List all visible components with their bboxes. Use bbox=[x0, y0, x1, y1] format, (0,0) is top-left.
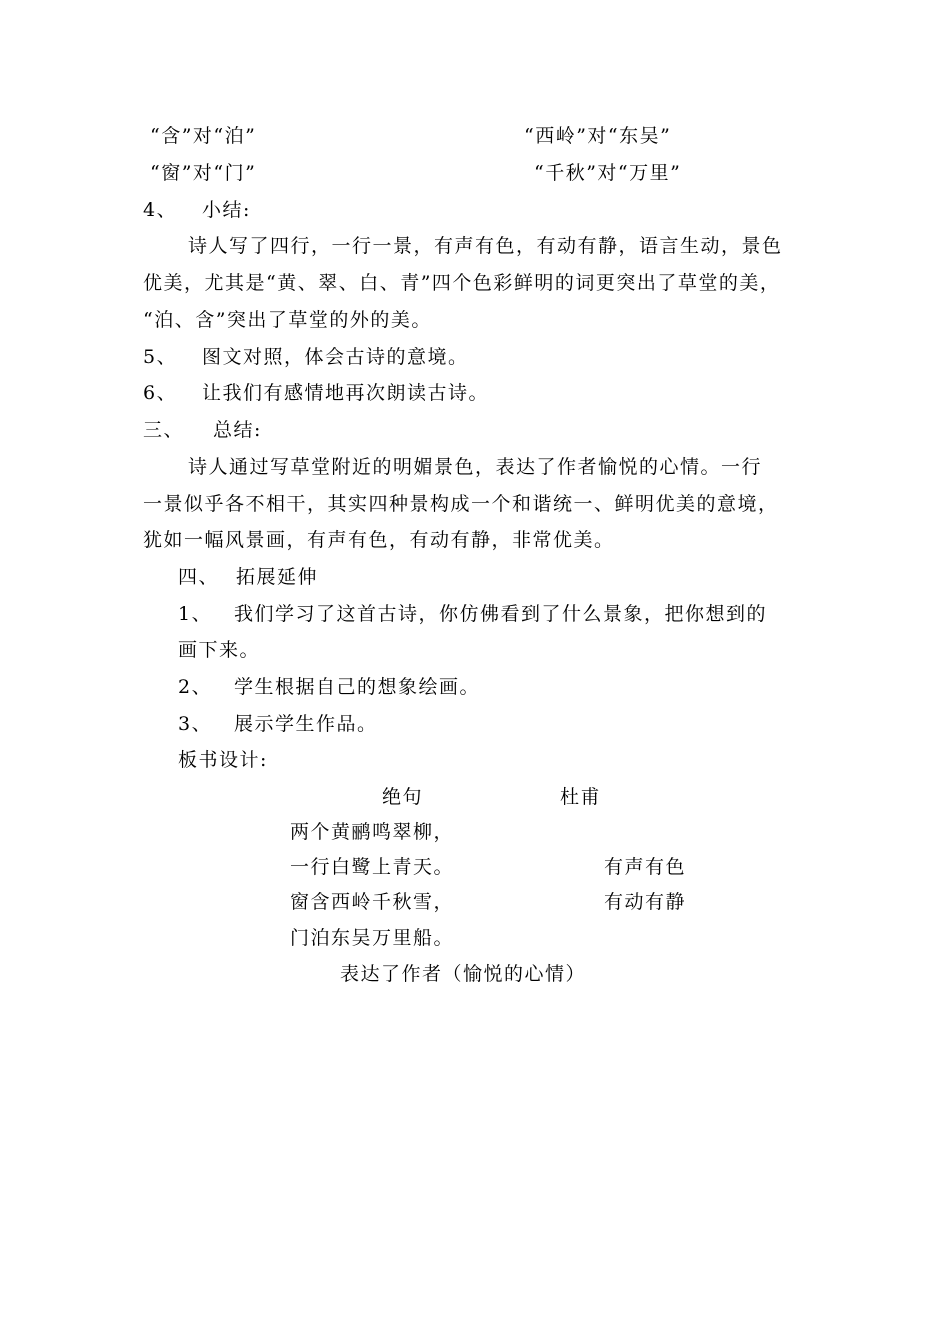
board-poem-line-4: 门泊东吴万里船。 bbox=[290, 927, 455, 949]
board-poem-line-2: 一行白鹭上青天。 bbox=[290, 856, 455, 878]
section-6-number: 6、 bbox=[143, 382, 178, 404]
section-5-number: 5、 bbox=[143, 346, 178, 368]
board-author: 杜甫 bbox=[560, 786, 602, 808]
section-4-number: 4、 bbox=[143, 199, 178, 221]
summary-number: 三、 bbox=[143, 419, 185, 441]
extension-item-1-continuation: 画下来。 bbox=[178, 639, 261, 661]
summary-title: 总结: bbox=[213, 419, 262, 441]
section-4-line-1: 诗人写了四行，一行一景，有声有色，有动有静，语言生动，景色 bbox=[188, 235, 783, 257]
extension-item-3-text: 展示学生作品。 bbox=[234, 713, 378, 735]
board-conclusion: 表达了作者（愉悦的心情） bbox=[340, 963, 587, 985]
board-label: 板书设计: bbox=[178, 749, 268, 771]
board-note-2: 有动有静 bbox=[604, 891, 687, 913]
extension-number: 四、 bbox=[178, 566, 220, 588]
board-poem-line-3: 窗含西岭千秋雪， bbox=[290, 891, 455, 913]
board-poem-line-1: 两个黄鹂鸣翠柳， bbox=[290, 821, 455, 843]
board-poem-title: 绝句 bbox=[382, 786, 424, 808]
extension-item-2-number: 2、 bbox=[178, 676, 213, 698]
extension-item-1-number: 1、 bbox=[178, 603, 213, 625]
pair-left-2: “窗”对“门” bbox=[150, 162, 257, 184]
section-4-line-3: “泊、含”突出了草堂的外的美。 bbox=[143, 309, 432, 331]
extension-item-3-number: 3、 bbox=[178, 713, 213, 735]
section-6-text: 让我们有感情地再次朗读古诗。 bbox=[202, 382, 490, 404]
extension-title: 拓展延伸 bbox=[236, 566, 319, 588]
pair-right-1: “西岭”对“东吴” bbox=[524, 125, 672, 147]
board-note-1: 有声有色 bbox=[604, 856, 687, 878]
extension-item-1-text: 我们学习了这首古诗，你仿佛看到了什么景象，把你想到的 bbox=[234, 603, 768, 625]
section-5-text: 图文对照，体会古诗的意境。 bbox=[202, 346, 469, 368]
pair-right-2: “千秋”对“万里” bbox=[534, 162, 682, 184]
summary-line-3: 犹如一幅风景画，有声有色，有动有静，非常优美。 bbox=[143, 529, 615, 551]
extension-item-2-text: 学生根据自己的想象绘画。 bbox=[234, 676, 481, 698]
summary-line-1: 诗人通过写草堂附近的明媚景色，表达了作者愉悦的心情。一行 bbox=[188, 456, 763, 478]
section-4-line-2: 优美，尤其是“黄、翠、白、青”四个色彩鲜明的词更突出了草堂的美， bbox=[143, 272, 781, 294]
pair-left-1: “含”对“泊” bbox=[150, 125, 257, 147]
section-4-title: 小结: bbox=[202, 199, 251, 221]
summary-line-2: 一景似乎各不相干，其实四种景构成一个和谐统一、鲜明优美的意境， bbox=[143, 493, 779, 515]
